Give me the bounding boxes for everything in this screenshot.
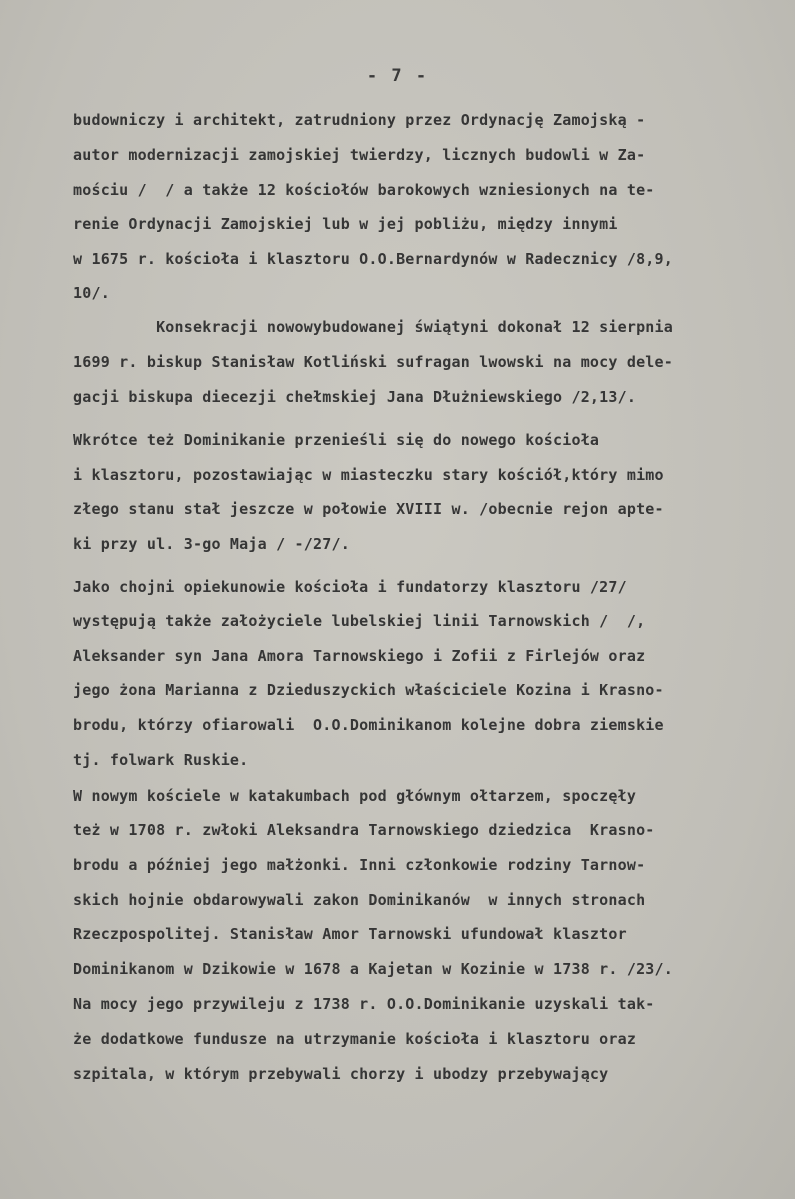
text-line: ki przy ul. 3-go Maja / -/27/. (73, 535, 350, 553)
text-line: 1699 r. biskup Stanisław Kotliński sufragan lwowski na mocy dele- (73, 353, 673, 371)
text-line: w 1675 r. kościoła i klasztoru O.O.Bernardynów w Radecznicy /8,9, (73, 250, 673, 268)
page-number: - 7 - (366, 66, 429, 86)
text-line: Wkrótce też Dominikanie przenieśli się do nowego kościoła (73, 431, 600, 449)
text-line: i klasztoru, pozostawiając w miasteczku stary kościół,który mimo (73, 466, 664, 484)
text-line: Aleksander syn Jana Amora Tarnowskiego i Zofii z Firlejów oraz (73, 647, 646, 665)
text-line: W nowym kościele w katakumbach pod głównym ołtarzem, spoczęły (73, 787, 637, 805)
text-line: występują także założyciele lubelskiej linii Tarnowskich / /, (73, 612, 646, 630)
text-line: brodu, którzy ofiarowali O.O.Dominikanom kolejne dobra ziemskie (73, 716, 664, 734)
text-line: złego stanu stał jeszcze w połowie XVIII w. /obecnie rejon apte- (73, 500, 664, 518)
text-line: skich hojnie obdarowywali zakon Dominikanów w innych stronach (73, 891, 646, 909)
text-line: Jako chojni opiekunowie kościoła i fundatorzy klasztoru /27/ (73, 578, 627, 596)
text-line: Dominikanom w Dzikowie w 1678 a Kajetan w Kozinie w 1738 r. /23/. (73, 960, 673, 978)
text-line: budowniczy i architekt, zatrudniony przez Ordynację Zamojską - (73, 111, 646, 129)
text-line: gacji biskupa diecezji chełmskiej Jana Dłużniewskiego /2,13/. (73, 388, 637, 406)
text-line: Konsekracji nowowybudowanej świątyni dokonał 12 sierpnia (73, 318, 673, 336)
text-line: mościu / / a także 12 kościołów barokowych wzniesionych na te- (73, 181, 655, 199)
text-line: 10/. (73, 284, 110, 302)
text-line: renie Ordynacji Zamojskiej lub w jej pobliżu, między innymi (73, 215, 618, 233)
text-line: Rzeczpospolitej. Stanisław Amor Tarnowski ufundował klasztor (73, 925, 627, 943)
text-line: tj. folwark Ruskie. (73, 751, 249, 769)
text-line: szpitala, w którym przebywali chorzy i ubodzy przebywający (73, 1065, 609, 1083)
text-line: jego żona Marianna z Dzieduszyckich właściciele Kozina i Krasno- (73, 681, 664, 699)
text-line: autor modernizacji zamojskiej twierdzy, licznych budowli w Za- (73, 146, 646, 164)
text-line: brodu a później jego małżonki. Inni członkowie rodziny Tarnow- (73, 856, 646, 874)
text-line: też w 1708 r. zwłoki Aleksandra Tarnowskiego dziedzica Krasno- (73, 821, 655, 839)
text-line: że dodatkowe fundusze na utrzymanie kościoła i klasztoru oraz (73, 1030, 637, 1048)
text-line: Na mocy jego przywileju z 1738 r. O.O.Dominikanie uzyskali tak- (73, 995, 655, 1013)
